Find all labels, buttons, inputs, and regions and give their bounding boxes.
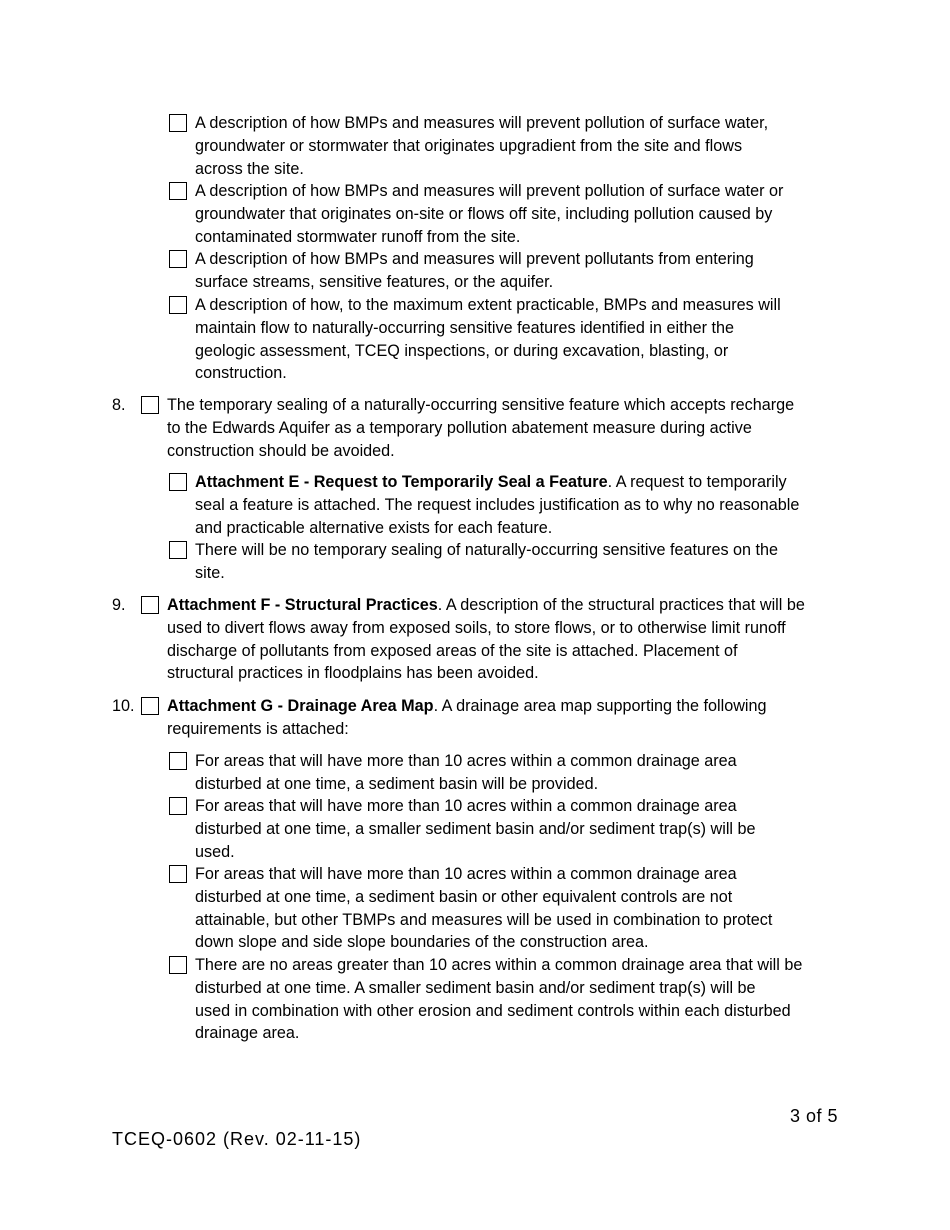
text-line: For areas that will have more than 10 acres within a common drainage area — [195, 752, 737, 770]
text-line: attainable, but other TBMPs and measures will be used in combination to protect — [195, 910, 773, 929]
text-line: A description of how BMPs and measures will prevent pollution of surface water, — [195, 114, 769, 132]
text-line: disturbed at one time, a smaller sediment basin and/or sediment trap(s) will be — [195, 819, 756, 838]
text-line: A description of how BMPs and measures will prevent pollution of surface water or — [195, 182, 784, 200]
text-line: drainage area. — [195, 1024, 300, 1043]
attachment-text: . A description of the structural practices that will be — [437, 596, 805, 614]
text-line: across the site. — [195, 159, 304, 178]
page-number: 3 of 5 — [789, 1106, 838, 1126]
text-line: used to divert flows away from exposed soils, to store flows, or to otherwise limit runoff — [167, 618, 786, 637]
text-line: A description of how BMPs and measures will prevent pollutants from entering — [195, 250, 754, 268]
checkbox[interactable] — [169, 541, 187, 559]
text-line: construction. — [195, 364, 287, 383]
text-line: groundwater or stormwater that originates upgradient from the site and flows — [195, 136, 743, 155]
checkbox[interactable] — [169, 865, 187, 883]
text-line: disturbed at one time, a sediment basin or other equivalent controls are not — [195, 887, 733, 906]
checkbox[interactable] — [169, 956, 187, 974]
text-line: For areas that will have more than 10 acres within a common drainage area — [195, 797, 737, 815]
item-number: 9. — [112, 596, 126, 614]
text-line: groundwater that originates on-site or flows off site, including pollution caused by — [195, 204, 773, 223]
text-line: maintain flow to naturally-occurring sensitive features identified in either the — [195, 318, 734, 337]
checkbox[interactable] — [169, 797, 187, 815]
attachment-title: Attachment F - Structural Practices — [167, 596, 438, 614]
text-line: There are no areas greater than 10 acres within a common drainage area that will be — [195, 956, 803, 974]
attachment-text: . A request to temporarily — [607, 473, 787, 491]
attachment-title: Attachment G - Drainage Area Map — [167, 697, 434, 715]
checkbox[interactable] — [169, 473, 187, 491]
text-line: surface streams, sensitive features, or the aquifer. — [195, 272, 554, 291]
text-line: structural practices in floodplains has been avoided. — [167, 664, 539, 683]
text-line: site. — [195, 563, 225, 582]
checkbox[interactable] — [169, 182, 187, 200]
text-line: geologic assessment, TCEQ inspections, or during excavation, blasting, or — [195, 341, 729, 360]
text-line — [167, 594, 805, 617]
text-line: down slope and side slope boundaries of the construction area. — [195, 933, 649, 952]
checkbox[interactable] — [141, 596, 159, 614]
text-line: For areas that will have more than 10 acres within a common drainage area — [195, 865, 737, 883]
text-line: used in combination with other erosion and sediment controls within each disturbed — [195, 1001, 791, 1020]
text-line — [195, 471, 799, 494]
text-line: seal a feature is attached. The request includes justification as to why no reasonable — [195, 495, 800, 514]
attachment-text: . A drainage area map supporting the following — [433, 697, 767, 715]
text-line: requirements is attached: — [167, 719, 349, 738]
text-line: There will be no temporary sealing of naturally-occurring sensitive features on the — [195, 541, 779, 559]
text-line: A description of how, to the maximum extent practicable, BMPs and measures will — [195, 296, 781, 314]
checkbox[interactable] — [169, 114, 187, 132]
text-line: contaminated stormwater runoff from the site. — [195, 227, 521, 246]
text-line — [167, 695, 767, 718]
text-line: and practicable alternative exists for each feature. — [195, 518, 553, 537]
text-line: to the Edwards Aquifer as a temporary pollution abatement measure during active — [167, 418, 752, 437]
checkbox[interactable] — [169, 752, 187, 770]
text-line: The temporary sealing of a naturally-occurring sensitive feature which accepts recharge — [167, 396, 795, 414]
checkbox[interactable] — [141, 697, 159, 715]
checkbox[interactable] — [169, 250, 187, 268]
attachment-title: Attachment E - Request to Temporarily Seal a Feature — [195, 473, 608, 491]
text-line: disturbed at one time, a sediment basin will be provided. — [195, 774, 599, 793]
item-number: 8. — [112, 396, 126, 414]
text-line: construction should be avoided. — [167, 441, 395, 460]
text-line: disturbed at one time. A smaller sediment basin and/or sediment trap(s) will be — [195, 978, 756, 997]
checkbox[interactable] — [141, 396, 159, 414]
text-line: used. — [195, 842, 235, 861]
form-id: TCEQ-0602 (Rev. 02-11-15) — [112, 1129, 362, 1149]
text-line: discharge of pollutants from exposed areas of the site is attached. Placement of — [167, 641, 738, 660]
checkbox[interactable] — [169, 296, 187, 314]
item-number: 10. — [112, 697, 135, 715]
